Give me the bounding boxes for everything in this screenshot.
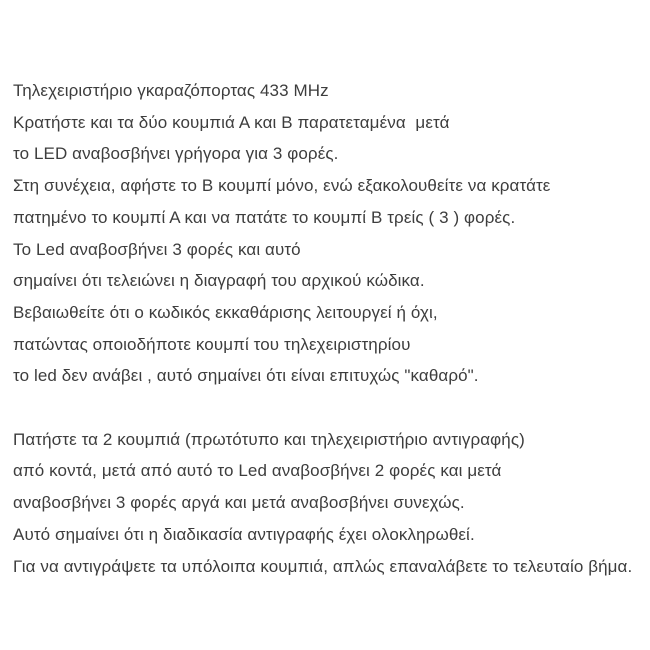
- text-line: Πατήστε τα 2 κουμπιά (πρωτότυπο και τηλεχειριστήριο αντιγραφής): [13, 429, 525, 449]
- text-line: το led δεν ανάβει , αυτό σημαίνει ότι είναι επιτυχώς "καθαρό".: [13, 366, 479, 386]
- text-line: Αυτό σημαίνει ότι η διαδικασία αντιγραφής έχει ολοκληρωθεί.: [13, 524, 475, 544]
- text-line: Το Led αναβοσβήνει 3 φορές και αυτό: [13, 239, 301, 259]
- blank-line: [13, 392, 645, 424]
- text-line: πατώντας οποιοδήποτε κουμπί του τηλεχειριστηρίου: [13, 334, 411, 354]
- text-line: πατημένο το κουμπί Α και να πατάτε το κουμπί Β τρείς ( 3 ) φορές.: [13, 207, 516, 227]
- text-line: από κοντά, μετά από αυτό το Led αναβοσβήνει 2 φορές και μετά: [13, 461, 502, 481]
- text-line: Κρατήστε και τα δύο κουμπιά Α και Β παρατεταμένα μετά: [13, 112, 450, 132]
- text-line: αναβοσβήνει 3 φορές αργά και μετά αναβοσβήνει συνεχώς.: [13, 493, 465, 513]
- text-line: Στη συνέχεια, αφήστε το Β κουμπί μόνο, ενώ εξακολουθείτε να κρατάτε: [13, 176, 551, 196]
- text-line: το LED αναβοσβήνει γρήγορα για 3 φορές.: [13, 144, 339, 164]
- instruction-text-block: [13, 75, 645, 582]
- product-title-line: Τηλεχειριστήριο γκαραζόπορτας 433 MHz: [13, 81, 329, 100]
- text-line: Για να αντιγράψετε τα υπόλοιπα κουμπιά, απλώς επαναλάβετε το τελευταίο βήμα.: [13, 556, 633, 576]
- text-line: σημαίνει ότι τελειώνει η διαγραφή του αρχικού κώδικα.: [13, 271, 425, 291]
- text-line: Βεβαιωθείτε ότι ο κωδικός εκκαθάρισης λειτουργεί ή όχι,: [13, 302, 438, 322]
